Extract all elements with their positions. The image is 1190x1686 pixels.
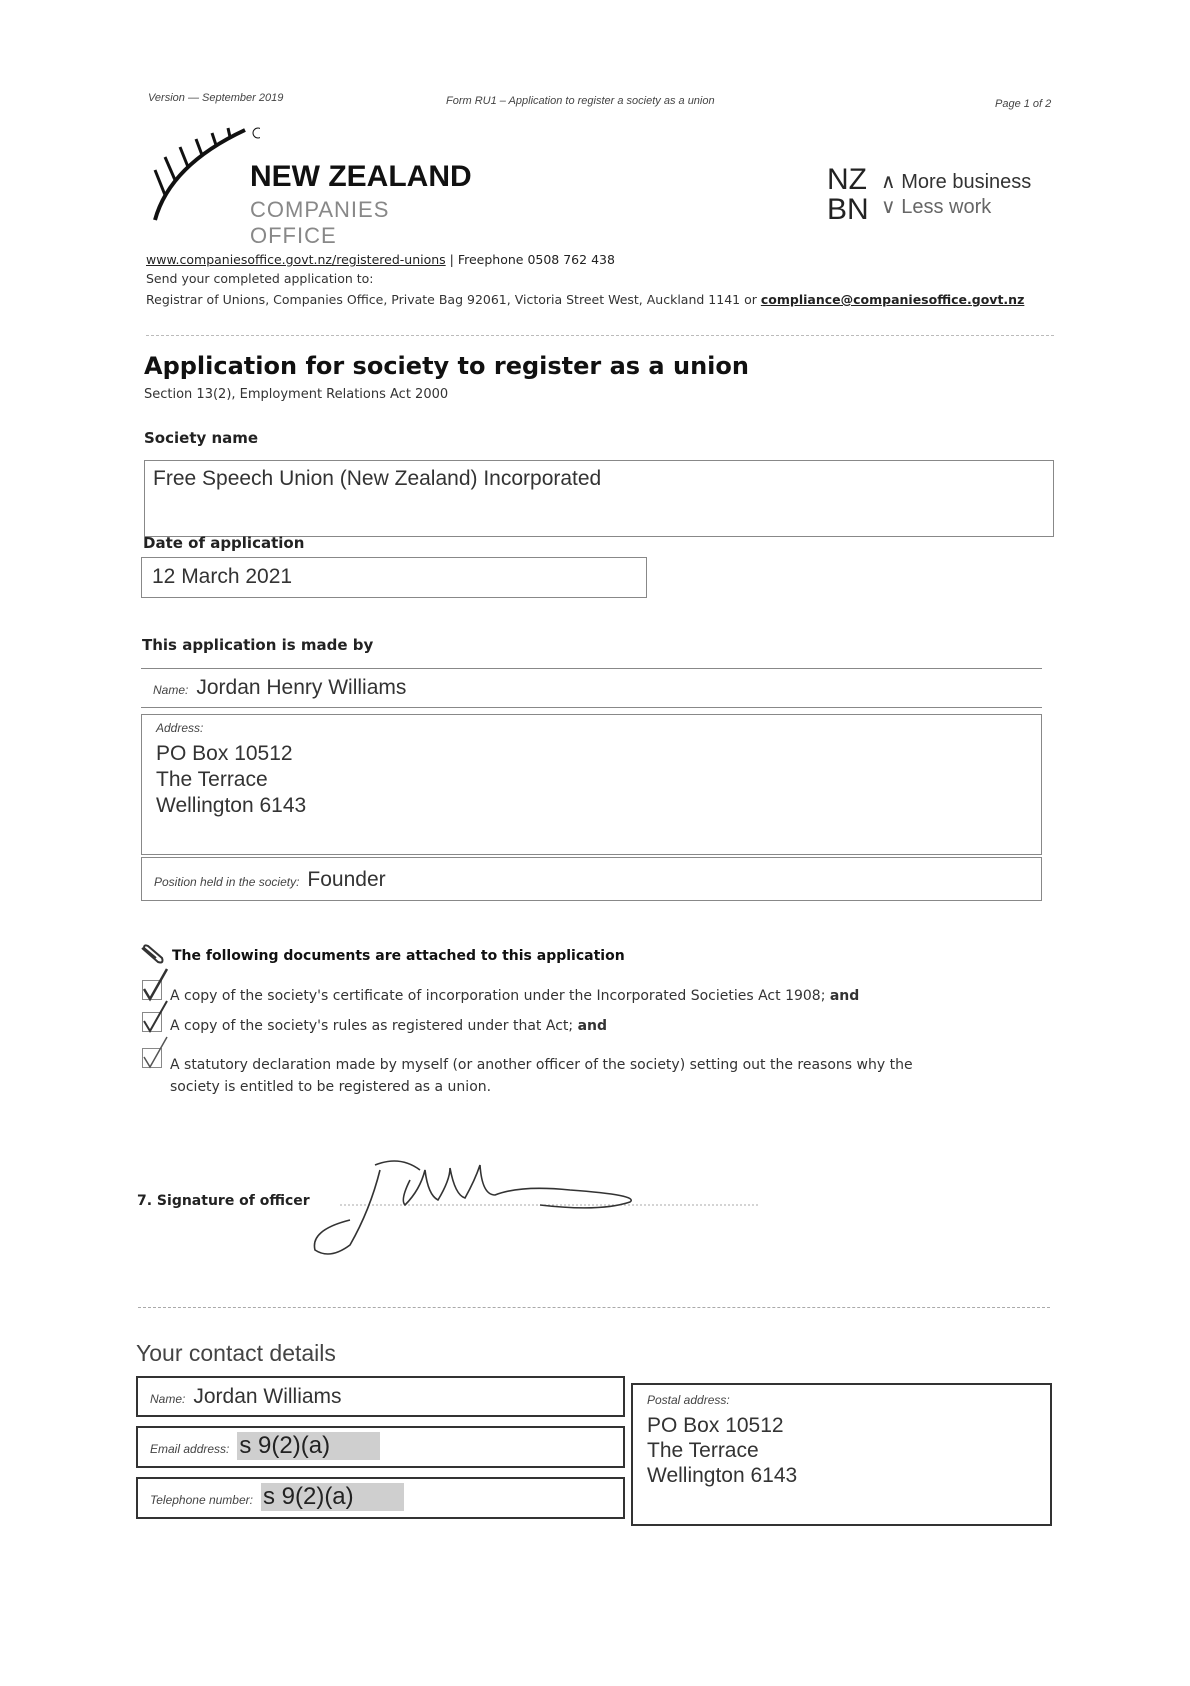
- logo-line2: COMPANIES OFFICE: [250, 197, 390, 248]
- date-field[interactable]: [141, 557, 647, 598]
- website-link[interactable]: www.companiesoffice.govt.nz/registered-unions: [146, 252, 446, 267]
- phone-label: Telephone number:: [150, 1493, 253, 1507]
- divider: [146, 335, 1054, 336]
- send-text: Send your completed application to:: [146, 271, 374, 286]
- document-checkbox-2[interactable]: [142, 1012, 162, 1032]
- document-item-2: [170, 1018, 607, 1034]
- contact-phone-field[interactable]: [136, 1477, 625, 1519]
- address-line: The Terrace: [156, 768, 268, 791]
- address-line: PO Box 10512: [156, 742, 293, 765]
- documents-heading: The following documents are attached to this application: [172, 948, 625, 964]
- document-suffix: and: [829, 988, 860, 1004]
- document-item-1: [170, 988, 859, 1004]
- freephone: | Freephone 0508 762 438: [445, 252, 615, 267]
- name-label: Name:: [150, 1392, 186, 1406]
- society-name-field[interactable]: [144, 460, 1054, 537]
- address-value: [156, 741, 1027, 819]
- document-item-3: [170, 1054, 920, 1098]
- postal-label: Postal address:: [647, 1393, 730, 1407]
- postal-value: [647, 1413, 1036, 1488]
- email-redacted: s 9(2)(a): [237, 1432, 380, 1460]
- applicant-address-field[interactable]: [141, 714, 1042, 855]
- postal-line: Wellington 6143: [647, 1464, 798, 1487]
- nzbn-logo: [827, 165, 1057, 245]
- date-label: Date of application: [143, 534, 305, 552]
- document-suffix: and: [577, 1018, 607, 1034]
- email-link[interactable]: compliance@companiesoffice.govt.nz: [760, 292, 1025, 307]
- phone-redacted: s 9(2)(a): [261, 1483, 404, 1511]
- applicant-name-field[interactable]: [141, 668, 1042, 708]
- checkmark-icon: [141, 999, 171, 1035]
- your-contact-heading: Your contact details: [136, 1340, 336, 1366]
- nzbn-tag1: ∧ More business: [881, 171, 1032, 193]
- document-checkbox-1[interactable]: [142, 980, 162, 1000]
- document-text: A statutory declaration made by myself (or another officer of the society) setting out the reasons why the society is entitled to be registered as a union.: [170, 1057, 913, 1095]
- society-name-value: Free Speech Union (New Zealand) Incorporated: [153, 467, 602, 490]
- made-by-label: This application is made by: [142, 636, 374, 654]
- position-field[interactable]: [141, 857, 1042, 901]
- name-label: Name:: [153, 683, 189, 697]
- contact-name-field[interactable]: [136, 1376, 625, 1417]
- nzbn-letters-bottom: BN: [827, 193, 869, 226]
- postal-line: The Terrace: [647, 1439, 759, 1462]
- position-label: Position held in the society:: [154, 875, 300, 889]
- logo-line1: NEW ZEALAND: [250, 160, 472, 193]
- document-checkbox-3[interactable]: [142, 1048, 162, 1068]
- nzbn-tag2: ∨ Less work: [881, 196, 992, 218]
- checkmark-icon: [141, 1035, 171, 1071]
- position-value: Founder: [307, 868, 386, 891]
- page-number: Page 1 of 2: [995, 98, 1052, 110]
- name-value: Jordan Henry Williams: [196, 676, 407, 699]
- date-value: 12 March 2021: [152, 565, 293, 588]
- version-text: Version — September 2019: [148, 92, 284, 104]
- divider: [138, 1307, 1050, 1308]
- society-name-label: Society name: [144, 429, 259, 447]
- page-title: Application for society to register as a union: [144, 352, 749, 380]
- fern-icon: [150, 125, 260, 225]
- contact-line: [146, 252, 615, 267]
- nzbn-letters-top: NZ: [827, 163, 867, 196]
- address-line: Wellington 6143: [156, 794, 307, 817]
- email-label: Email address:: [150, 1442, 230, 1456]
- document-text: A copy of the society's rules as registered under that Act;: [170, 1018, 578, 1034]
- checkmark-icon: [141, 967, 171, 1003]
- postal-line: PO Box 10512: [647, 1414, 784, 1437]
- name-value: Jordan Williams: [193, 1385, 342, 1408]
- registrar-address: [146, 292, 1024, 307]
- signature-label: 7. Signature of officer: [137, 1193, 310, 1209]
- page-subtitle: Section 13(2), Employment Relations Act 2000: [144, 387, 449, 402]
- address-label: Address:: [156, 721, 204, 735]
- address-text: Registrar of Unions, Companies Office, Private Bag 92061, Victoria Street West, Auckland 1141 or: [146, 292, 761, 307]
- form-title-header: Form RU1 – Application to register a society as a union: [446, 95, 715, 107]
- signature-image: [310, 1150, 770, 1265]
- contact-email-field[interactable]: [136, 1426, 625, 1468]
- document-text: A copy of the society's certificate of incorporation under the Incorporated Societies Act 1908;: [170, 988, 830, 1004]
- contact-postal-field[interactable]: [631, 1383, 1052, 1526]
- companies-office-logo: [150, 125, 480, 248]
